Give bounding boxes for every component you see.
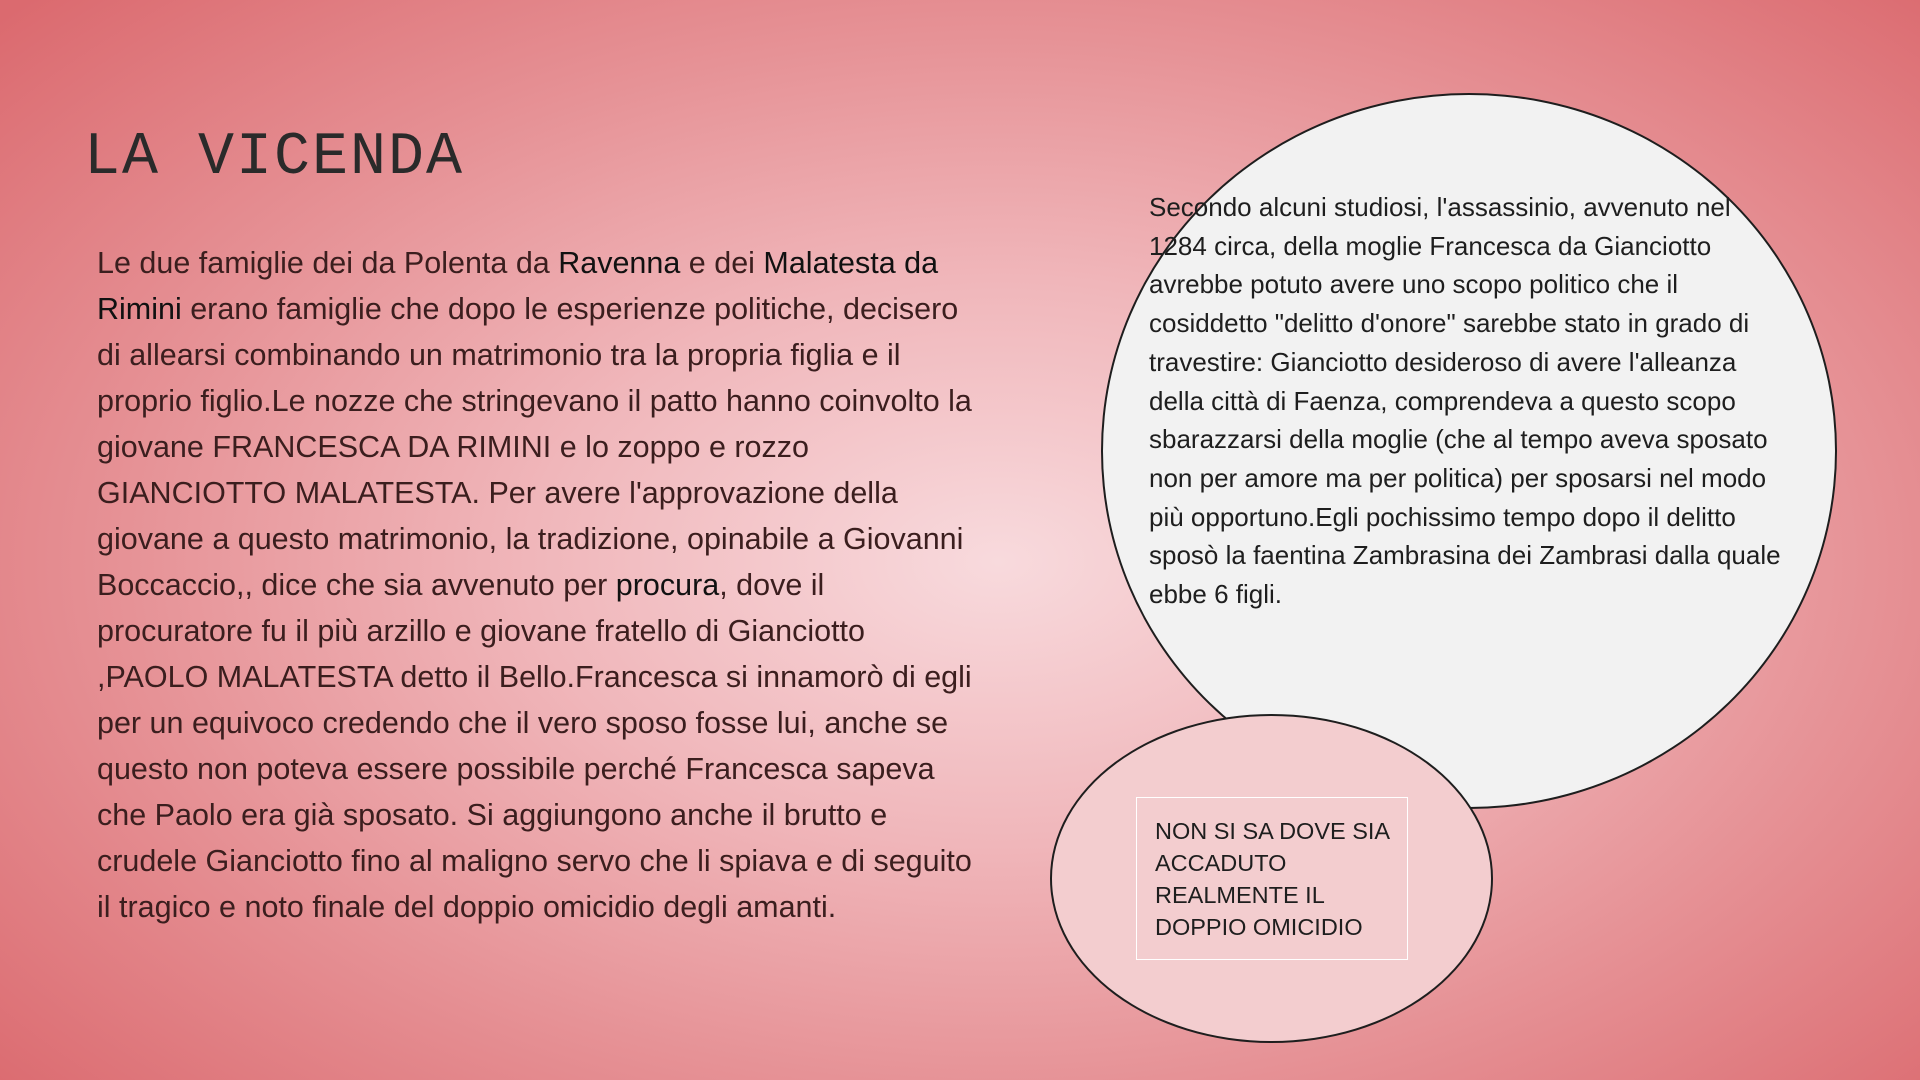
story-part-2: e dei <box>680 246 764 280</box>
story-part-3: erano famiglie che dopo le esperienze politiche, decisero di allearsi combinando un matrimonio tra la propria figlia e il proprio figlio.Le nozze che stringevano il patto hanno coinvolto la giovane FRANCESCA DA RIMINI e lo zoppo e rozzo GIANCIOTTO MALATESTA. Per avere l'approvazione della giovane a questo matrimonio, la tradizione, opinabile a Giovanni Boccaccio,, dice che sia avvenuto per <box>97 292 972 602</box>
story-procura: procura <box>615 568 720 602</box>
theory-text: Secondo alcuni studiosi, l'assassinio, avvenuto nel 1284 circa, della moglie Francesca da Gianciotto avrebbe potuto avere uno scopo politico che il cosiddetto "delitto d'onore" sarebbe stato in grado di travestire: Gianciotto desideroso di avere l'alleanza della città di Faenza, comprendeva a questo scopo sbarazzarsi della moglie (che al tempo aveva sposato non per amore ma per politica) per sposarsi nel modo più opportuno.Egli pochissimo tempo dopo il delitto sposò la faentina Zambrasina dei Zambrasi dalla quale ebbe 6 figli. <box>1149 192 1781 610</box>
story-malatesta: Malatesta da Rimini <box>97 246 939 326</box>
main-story-text <box>97 240 977 930</box>
slide-title: LA VICENDA <box>84 124 465 192</box>
note-text: NON SI SA DOVE SIA ACCADUTO REALMENTE IL DOPPIO OMICIDIO <box>1155 818 1389 940</box>
note-box <box>1136 797 1408 960</box>
story-part-4: , dove il procuratore fu il più arzillo e giovane fratello di Gianciotto ,PAOLO MALATESTA detto il Bello.Francesca si innamorò di egli per un equivoco credendo che il vero sposo fosse lui, anche se questo non poteva essere possibile perché Francesca sapeva che Paolo era già sposato. Si aggiungono anche il brutto e crudele Gianciotto fino al maligno servo che li spiava e di seguito il tragico e noto finale del doppio omicidio degli amanti. <box>97 568 972 924</box>
story-ravenna: Ravenna <box>558 246 681 280</box>
story-part-1: Le due famiglie dei da Polenta da <box>97 246 559 280</box>
